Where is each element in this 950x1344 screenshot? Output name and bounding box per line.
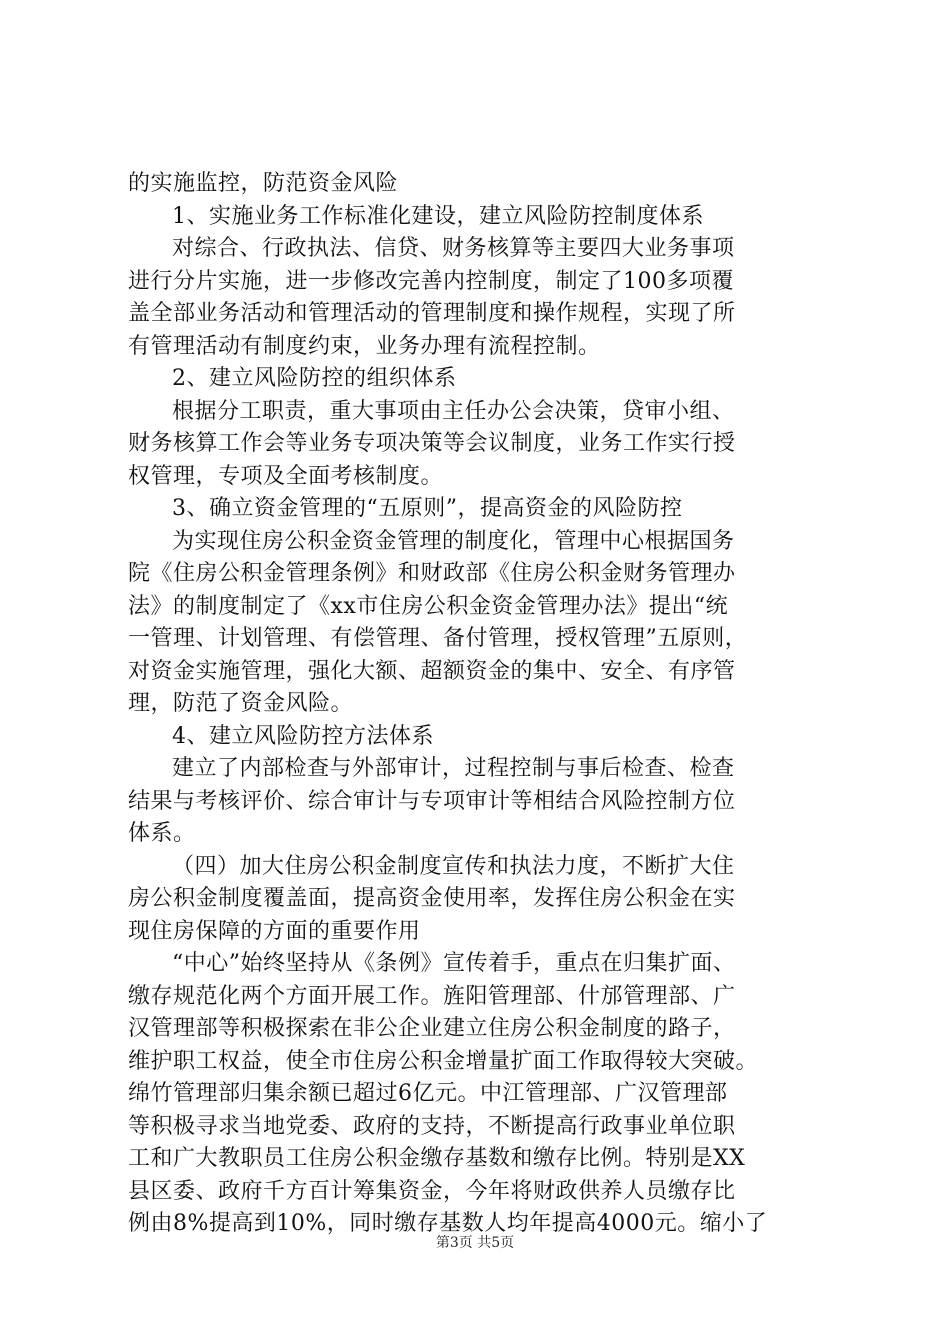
text-line: 理，防范了资金风险。 [128,691,354,716]
text-line: 对资金实施管理，强化大额、超额资金的集中、安全、有序管 [128,658,736,684]
text-line: 现住房保障的方面的重要作用 [128,918,421,944]
text-line: 维护职工权益，使全市住房公积金增量扩面工作取得较大突破。 [128,1048,759,1074]
text-line: 体系。 [128,821,196,846]
document-body [128,168,838,1241]
text-line: 工和广大教职员工住房公积金缴存基数和缴存比例。特别是XX [128,1146,746,1171]
text-line: 院《住房公积金管理条例》和财政部《住房公积金财务管理办 [128,561,736,586]
text-line: 绵竹管理部归集余额已超过6亿元。中江管理部、广汉管理部 [128,1081,728,1106]
text-line: 建立了内部检查与外部审计，过程控制与事后检查、检查 [172,756,735,781]
text-line: 缴存规范化两个方面开展工作。旌阳管理部、什邡管理部、广 [128,983,736,1009]
text-line: 4、建立风险防控方法体系 [172,723,434,749]
text-line: 根据分工职责，重大事项由主任办公会决策，贷审小组、 [172,398,735,424]
text-line: 汉管理部等积极探索在非公企业建立住房公积金制度的路子， [128,1016,736,1041]
page-footer [0,1232,950,1252]
text-line: 为实现住房公积金资金管理的制度化，管理中心根据国务 [172,528,735,554]
text-line: （四）加大住房公积金制度宣传和执法力度，不断扩大住 [172,853,735,879]
text-line: 等积极寻求当地党委、政府的支持，不断提高行政事业单位职 [128,1113,736,1139]
text-line: 例由8%提高到10%，同时缴存基数人均年提高4000元。缩小了 [128,1211,768,1236]
text-line: 对综合、行政执法、信贷、财务核算等主要四大业务事项 [172,236,735,261]
text-line: 有管理活动有制度约束，业务办理有流程控制。 [128,333,601,359]
text-line: 财务核算工作会等业务专项决策等会议制度，业务工作实行授 [128,431,736,456]
text-line: 法》的制度制定了《xx市住房公积金资金管理办法》提出“统 [128,593,729,619]
text-line: 县区委、政府千方百计筹集资金，今年将财政供养人员缴存比 [128,1178,736,1204]
text-line: 2、建立风险防控的组织体系 [172,366,457,391]
text-line: 权管理，专项及全面考核制度。 [128,463,444,489]
text-line: 1、实施业务工作标准化建设，建立风险防控制度体系 [172,203,704,229]
text-line: 进行分片实施，进一步修改完善内控制度，制定了100多项覆 [128,268,734,294]
page-number: 第3页 共5页 [435,1235,515,1251]
text-line: 盖全部业务活动和管理活动的管理制度和操作规程，实现了所 [128,301,736,326]
text-line: 结果与考核评价、综合审计与专项审计等相结合风险控制方位 [128,788,736,814]
text-line: 房公积金制度覆盖面，提高资金使用率，发挥住房公积金在实 [128,886,736,911]
text-line: 的实施监控，防范资金风险 [128,171,399,196]
text-line: 一管理、计划管理、有偿管理、备付管理，授权管理”五原则， [128,626,748,651]
text-line: “中心”始终坚持从《条例》宣传着手，重点在归集扩面、 [172,951,736,976]
text-line: 3、确立资金管理的“五原则”，提高资金的风险防控 [172,496,683,521]
